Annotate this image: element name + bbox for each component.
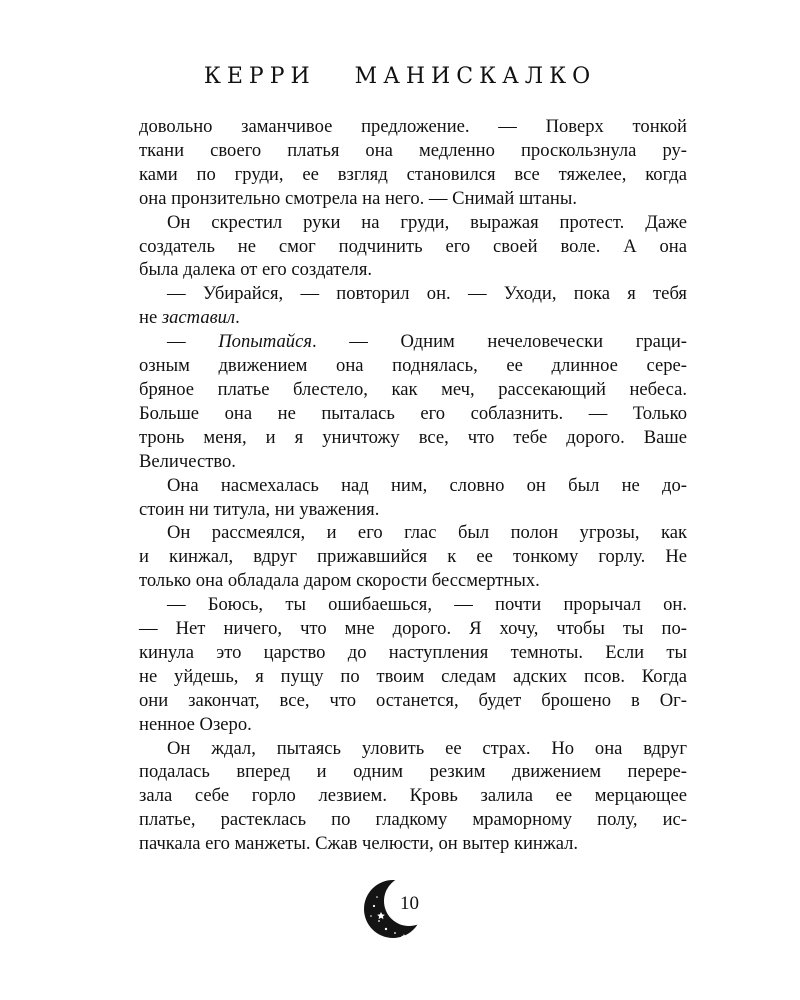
text-line: Он ждал, пытаясь уловить ее страх. Но она вдруг	[167, 737, 687, 759]
text-line: подалась вперед и одним резким движением перере-	[139, 761, 687, 783]
emphasis-text: заставил	[161, 307, 236, 329]
text-line: пачкала его манжеты. Сжав челюсти, он вытер кинжал.	[139, 833, 579, 855]
text-line	[139, 330, 687, 354]
text-fragment: . — Одним нечеловечески граци-	[311, 331, 687, 353]
text-line: ненное Озеро.	[139, 713, 252, 735]
text-line: — Нет ничего, что мне дорого. Я хочу, чтобы ты по-	[139, 618, 687, 640]
text-line: кинула это царство до наступления темноты. Если ты	[139, 641, 687, 663]
text-line: довольно заманчивое предложение. — Поверх тонкой	[139, 116, 687, 137]
text-fragment: не	[139, 307, 162, 329]
paragraph	[139, 330, 687, 473]
paragraph	[139, 211, 687, 283]
paragraph	[139, 737, 687, 857]
text-line: Величество.	[139, 450, 236, 472]
running-head: КЕРРИ МАНИСКАЛКО	[203, 64, 597, 89]
text-line: Больше она не пыталась его соблазнить. — Только	[139, 402, 687, 424]
text-line: — Боюсь, ты ошибаешься, — почти прорычал он.	[167, 594, 687, 616]
text-fragment: .	[235, 307, 240, 329]
text-line: она пронзительно смотрела на него. — Снимай штаны.	[139, 187, 577, 209]
text-line: зала себе горло лезвием. Кровь залила ее мерцающее	[139, 785, 687, 807]
text-line	[139, 306, 687, 330]
text-line: была далека от его создателя.	[139, 259, 373, 281]
page-folio	[360, 876, 440, 946]
text-line: платье, растеклась по гладкому мраморному полу, ис-	[139, 809, 687, 831]
text-line: тронь меня, и я уничтожу все, что тебе дорого. Ваше	[139, 426, 687, 448]
text-line: ками по груди, ее взгляд становился все тяжелее, когда	[139, 163, 687, 185]
text-line: и кинжал, вдруг прижавшийся к ее тонкому горлу. Не	[139, 546, 687, 568]
text-line: — Убирайся, — повторил он. — Уходи, пока я тебя	[167, 283, 687, 305]
text-line: Он скрестил руки на груди, выражая протест. Даже	[167, 211, 687, 233]
text-line: Он рассмеялся, и его глас был полон угрозы, как	[167, 522, 687, 544]
text-line: не уйдешь, я пущу по твоим следам адских псов. Когда	[139, 665, 687, 687]
text-line: озным движением она поднялась, ее длинное сере-	[139, 355, 687, 377]
page-number: 10	[400, 893, 419, 914]
text-line: бряное платье блестело, как меч, рассекающий небеса.	[139, 378, 687, 400]
paragraph	[139, 521, 687, 593]
paragraph	[139, 115, 687, 211]
paragraph	[139, 282, 687, 330]
text-line: только она обладала даром скорости бессмертных.	[139, 570, 540, 592]
text-line: Она насмехалась над ним, словно он был не до-	[167, 474, 687, 496]
paragraph	[139, 593, 687, 736]
text-fragment: —	[167, 331, 219, 353]
text-line: стоин ни титула, ни уважения.	[139, 498, 380, 520]
text-line: создатель не смог подчинить его своей воле. А она	[139, 235, 687, 257]
emphasis-text: Попытайся	[218, 331, 312, 353]
text-line: они закончат, все, что останется, будет брошено в Ог-	[139, 689, 687, 711]
paragraph	[139, 474, 687, 522]
text-line: ткани своего платья она медленно проскользнула ру-	[139, 139, 687, 161]
page-body	[139, 115, 687, 856]
